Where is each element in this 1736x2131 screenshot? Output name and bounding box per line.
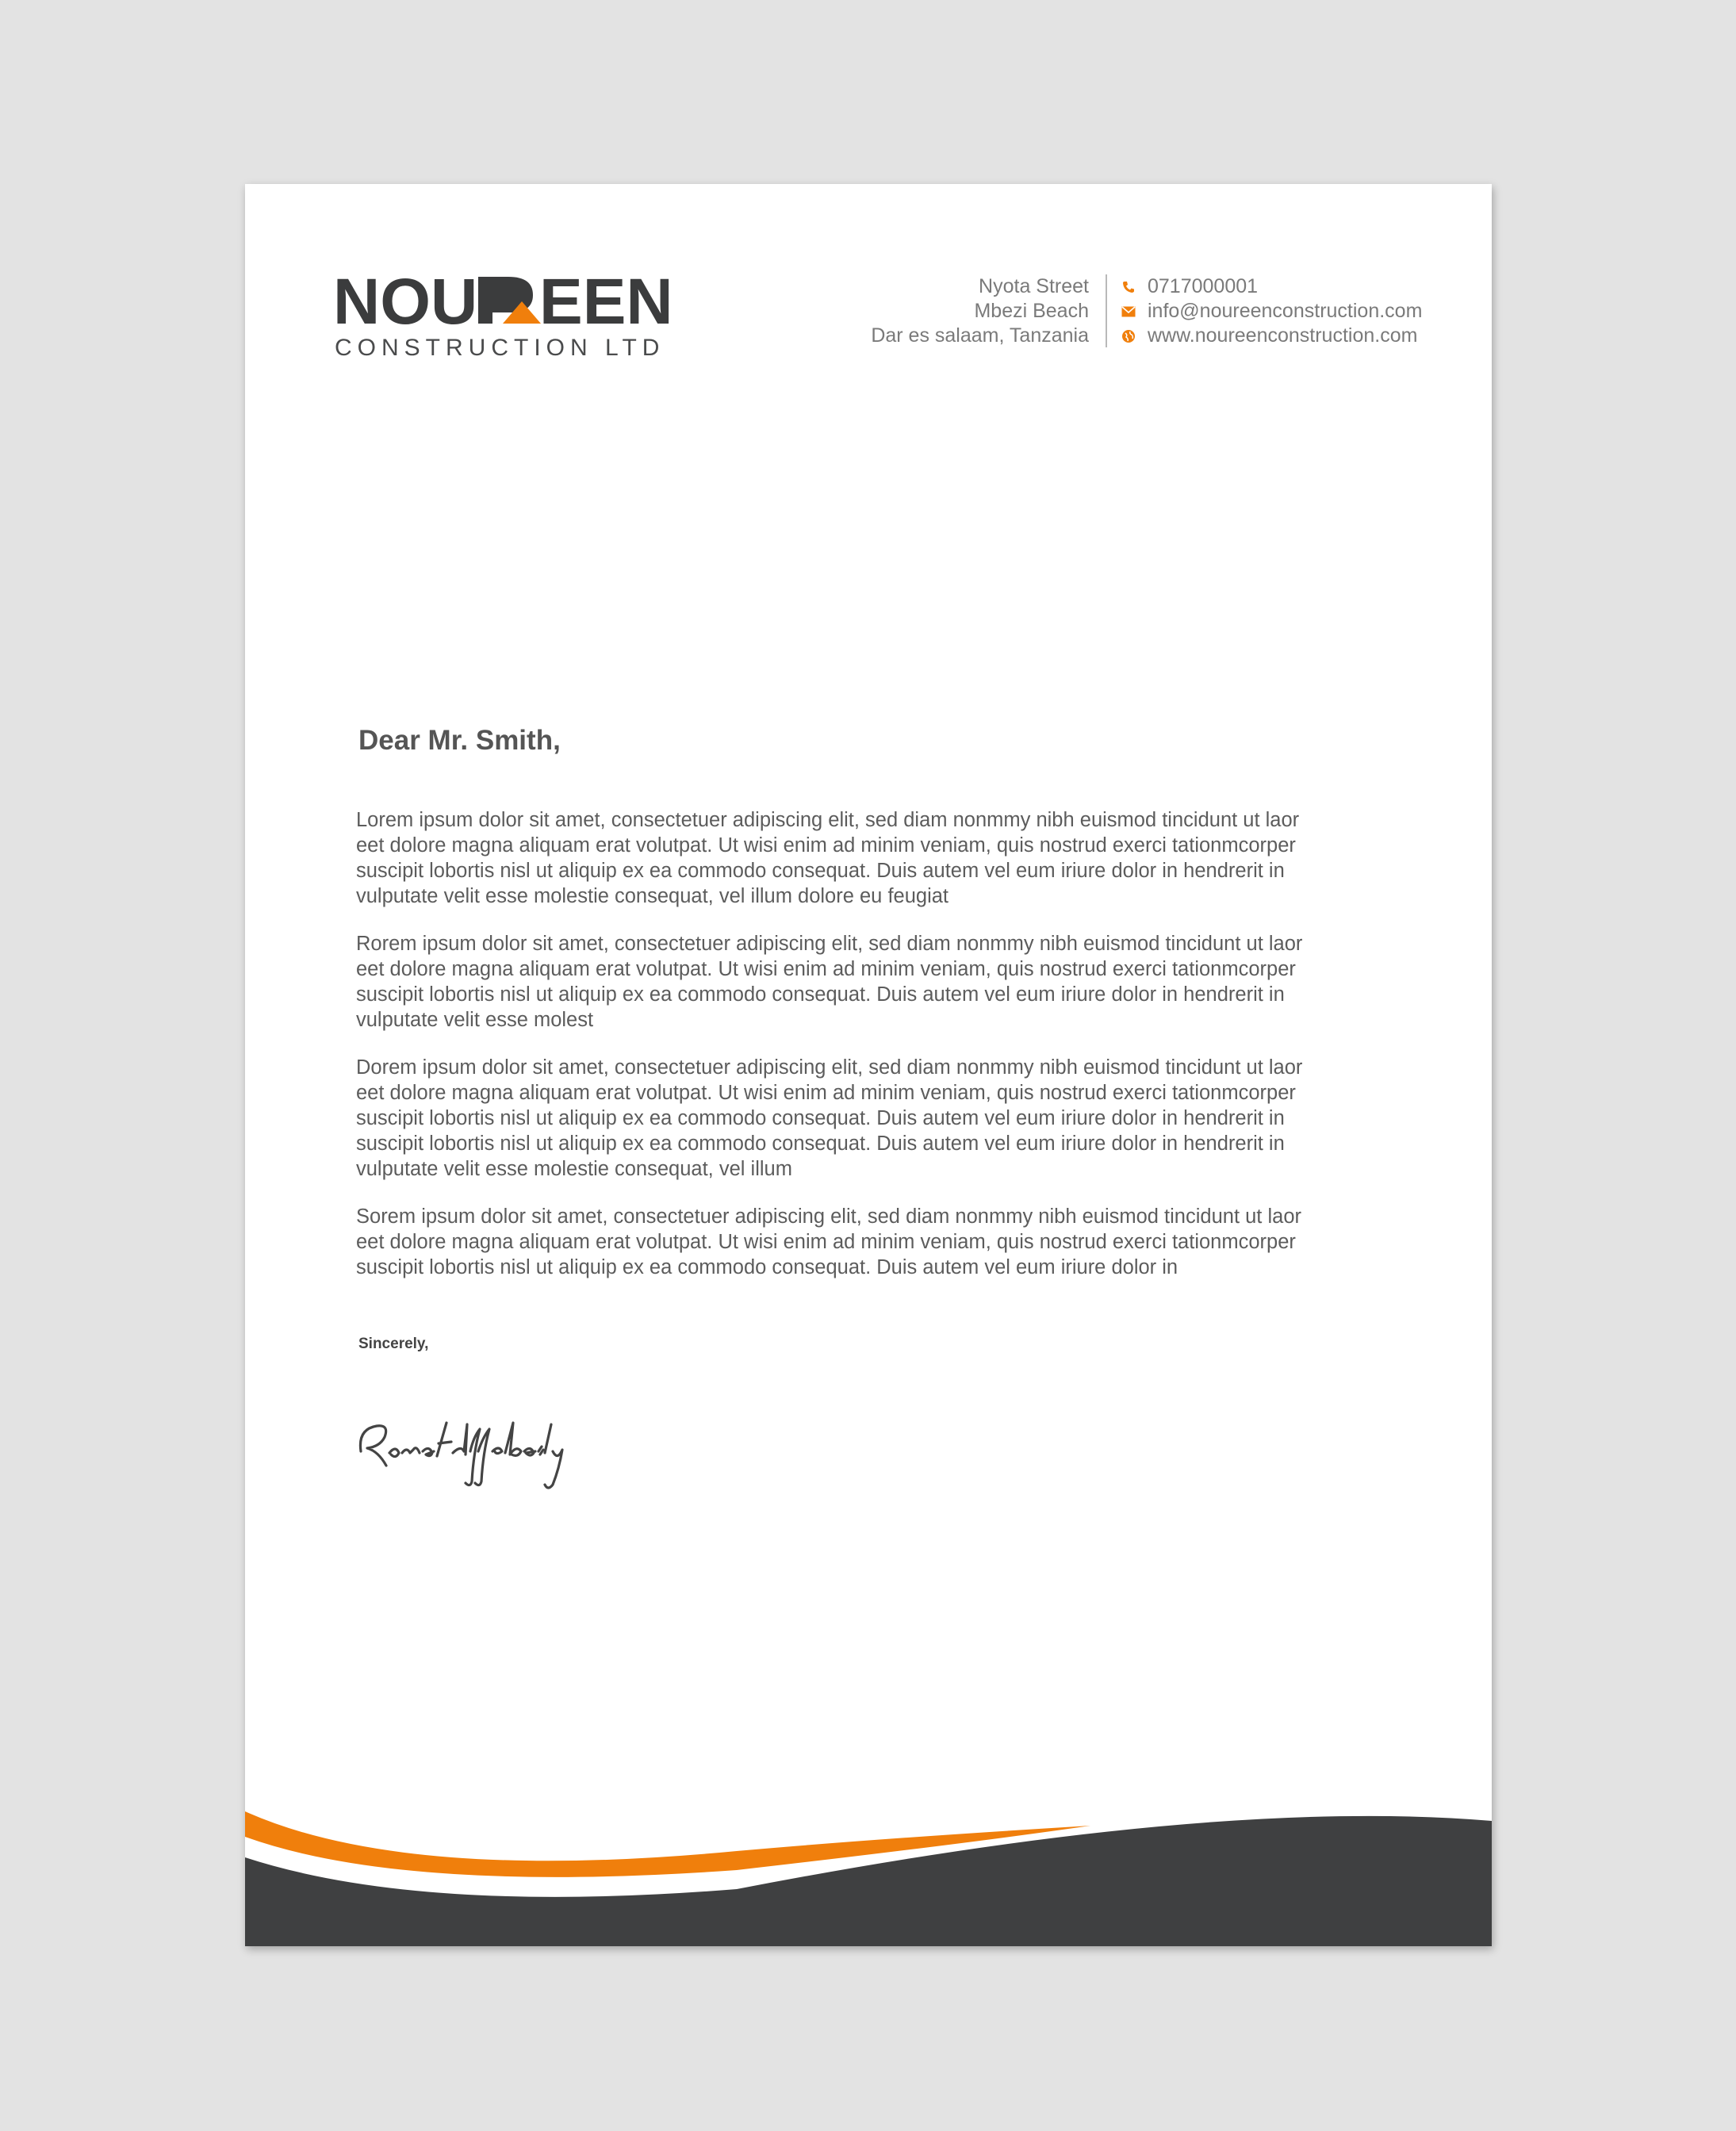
- letter-paragraph-3: [356, 1055, 1403, 1182]
- logo-r-mark: [478, 277, 541, 324]
- letterhead-page: [245, 184, 1492, 1946]
- logo-subtitle: CONSTRUCTION LTD: [335, 335, 665, 361]
- paragraph-line: eet dolore magna aliquam erat volutpat. Ut wisi enim ad minim veniam, quis nostrud exerci tationmcorper: [356, 1082, 1296, 1104]
- paragraph-line: Lorem ipsum dolor sit amet, consectetuer adipiscing elit, sed diam nonmmy nibh euismod tincidunt ut laor: [356, 809, 1300, 831]
- logo-graphic: [333, 266, 682, 362]
- company-contacts: [1121, 274, 1422, 348]
- letter-body: [356, 807, 1403, 1302]
- letter-paragraph-1: [356, 807, 1403, 909]
- paragraph-line: suscipit lobortis nisl ut aliquip ex ea commodo consequat. Duis autem vel eum iriure dolor in hendrerit in: [356, 1133, 1285, 1155]
- paragraph-line: Dorem ipsum dolor sit amet, consectetuer adipiscing elit, sed diam nonmmy nibh euismod tincidunt ut laor: [356, 1056, 1303, 1079]
- paragraph-line: vulputate velit esse molestie consequat, vel illum dolore eu feugiat: [356, 885, 949, 907]
- paragraph-line: vulputate velit esse molestie consequat, vel illum: [356, 1158, 792, 1180]
- address-line-1: Nyota Street: [979, 275, 1089, 297]
- paragraph-line: suscipit lobortis nisl ut aliquip ex ea commodo consequat. Duis autem vel eum iriure dolor in hendrerit in: [356, 860, 1285, 882]
- phone-icon: [1121, 279, 1136, 295]
- contact-website[interactable]: [1121, 324, 1422, 348]
- logo-name-part2: EEN: [539, 266, 673, 338]
- contact-email-text[interactable]: info@noureenconstruction.com: [1148, 300, 1423, 322]
- paragraph-line: suscipit lobortis nisl ut aliquip ex ea commodo consequat. Duis autem vel eum iriure dolor in hendrerit in: [356, 1107, 1285, 1129]
- contact-phone: [1121, 274, 1422, 299]
- paragraph-line: vulputate velit esse molest: [356, 1009, 594, 1031]
- company-address: [871, 274, 1089, 348]
- paragraph-line: suscipit lobortis nisl ut aliquip ex ea commodo consequat. Duis autem vel eum iriure dolor in: [356, 1256, 1178, 1278]
- globe-icon: [1121, 328, 1136, 344]
- paragraph-line: Sorem ipsum dolor sit amet, consectetuer adipiscing elit, sed diam nonmmy nibh euismod tincidunt ut laor: [356, 1205, 1301, 1228]
- email-icon: [1121, 304, 1136, 320]
- paragraph-line: eet dolore magna aliquam erat volutpat. Ut wisi enim ad minim veniam, quis nostrud exerci tationmcorper: [356, 1231, 1296, 1253]
- paragraph-line: suscipit lobortis nisl ut aliquip ex ea commodo consequat. Duis autem vel eum iriure dolor in hendrerit in: [356, 983, 1285, 1006]
- logo-name-part1: NOU: [333, 266, 478, 338]
- letter-closing: Sincerely,: [358, 1336, 429, 1352]
- letter-paragraph-4: [356, 1204, 1403, 1280]
- contact-divider: [1106, 274, 1107, 347]
- contact-website-text[interactable]: www.noureenconstruction.com: [1148, 324, 1418, 347]
- paragraph-line: eet dolore magna aliquam erat volutpat. Ut wisi enim ad minim veniam, quis nostrud exerci tationmcorper: [356, 834, 1296, 857]
- letter-salutation: Dear Mr. Smith,: [358, 725, 561, 756]
- contact-email[interactable]: [1121, 299, 1422, 324]
- letter-paragraph-2: [356, 931, 1403, 1033]
- address-line-3: Dar es salaam, Tanzania: [871, 324, 1089, 347]
- address-line-2: Mbezi Beach: [974, 300, 1089, 322]
- paragraph-line: Rorem ipsum dolor sit amet, consectetuer adipiscing elit, sed diam nonmmy nibh euismod tincidunt ut laor: [356, 933, 1303, 955]
- paragraph-line: eet dolore magna aliquam erat volutpat. Ut wisi enim ad minim veniam, quis nostrud exerci tationmcorper: [356, 958, 1296, 980]
- contact-phone-text: 0717000001: [1148, 275, 1259, 297]
- handwritten-signature: [354, 1405, 569, 1493]
- company-logo: [333, 266, 682, 362]
- footer-wave: [245, 1788, 1492, 1946]
